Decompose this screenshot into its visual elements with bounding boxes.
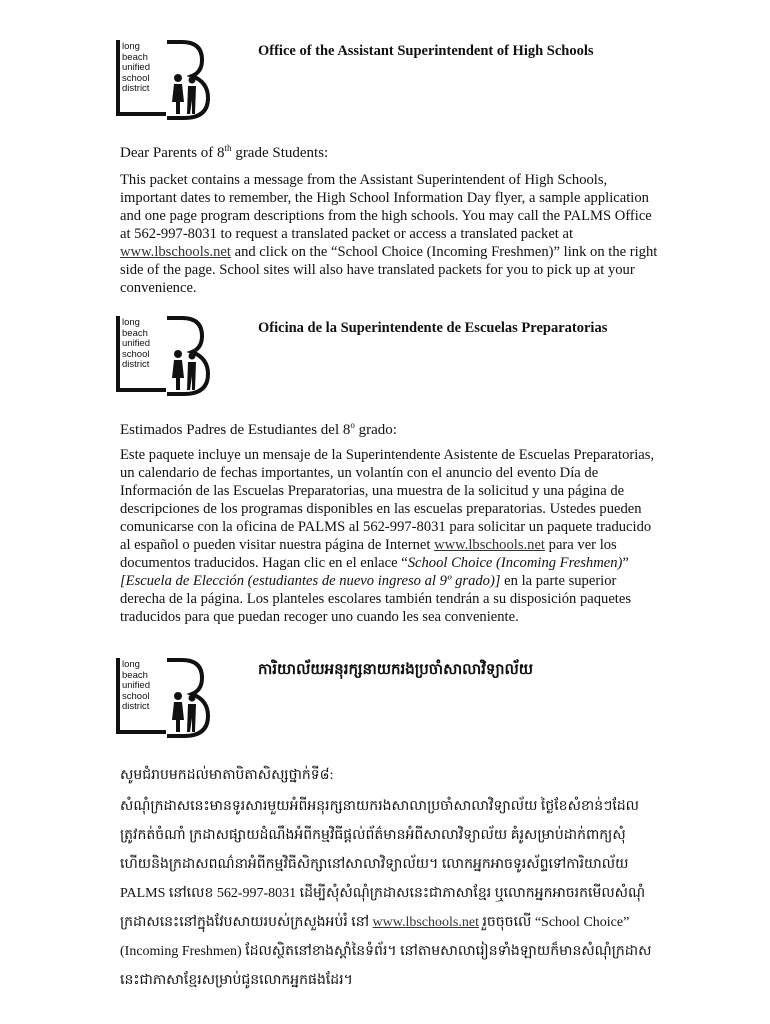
logo-text: long beach unified school district bbox=[122, 659, 150, 712]
lbschools-link[interactable]: www.lbschools.net bbox=[434, 537, 545, 553]
lbusd-logo bbox=[112, 40, 212, 120]
khmer-salutation: សូមជំរាបមកដល់មាតាបិតាសិស្សថ្នាក់ទី៨: bbox=[120, 768, 334, 783]
lbusd-logo bbox=[112, 658, 212, 738]
lbschools-link[interactable]: www.lbschools.net bbox=[372, 915, 479, 930]
khmer-body-paragraph: សំណុំក្រដាសនេះមានទូរសារមួយអំពីអនុរក្សនាយករងសាលាប្រចាំសាលាវិទ្យាល័យ ថ្ងៃខែសំខាន់ៗដែលត្រូវកត់ចំណាំ ក្រដាសផ្សាយដំណឹងអំពីកម្មវិធីផ្តល់ព័ត៌មានអំពីសាលាវិទ្យាល័យ គំរូសម្រាប់ដាក់ពាក្យសុំ ហើយនិងក្រដាសពណ៌នាអំពីកម្មវិធីសិក្សានៅសាលាវិទ្យាល័យ។ លោកអ្នកអាចទូរស័ព្ទទៅការិយាល័យ PALMS នៅលេខ 562-997-8031 ដើម្បីសុំសំណុំក្រដាសនេះជាភាសាខ្មែរ ឬលោកអ្នកអាចរកមើលសំណុំក្រដាសនេះនៅក្នុងវែបសាយរបស់ក្រសួងអប់រំ នៅ www.lbschools.net រួចចុចលើ “School Choice” (Incoming Freshmen) ដែលស្ថិតនៅខាងស្តាំនៃទំព័រ។ នៅតាមសាលារៀនទាំងឡាយក៏មានសំណុំក្រដាសនេះជាភាសាខ្មែរសម្រាប់ជូនលោកអ្នកផងដែរ។ bbox=[120, 799, 652, 988]
lbschools-link[interactable]: www.lbschools.net bbox=[120, 244, 231, 260]
lbusd-logo bbox=[112, 316, 212, 396]
spanish-body-paragraph: Este paquete incluye un mensaje de la Superintendente Asistente de Escuelas Preparatorias, un calendario de fechas importantes, un volantín con el anuncio del evento Día de Información de las Escuelas Preparatorias, una muestra de la solicitud y una página de descripciones de los programas disponibles en las escuelas preparatorias. Ustedes pueden comunicarse con la oficina de PALMS al 562-997-8031 para solicitar un paquete traducido al español o pueden visitar nuestra página de Internet www.lbschools.net para ver los documentos traducidos. Hagan clic en el enlace “School Choice (Incoming Freshmen)” [Escuela de Elección (estudiantes de nuevo ingreso al 9º grado)] en la parte superior derecha de la página. Los planteles escolares también tendrán a su disposición paquetes traducidos para que puedan recoger uno cuando les sea conveniente. bbox=[120, 447, 655, 625]
english-office-title: Office of the Assistant Superintendent of High Schools bbox=[258, 43, 594, 59]
khmer-office-title: ការិយាល័យអនុរក្សនាយករងប្រចាំសាលាវិទ្យាល័យ bbox=[258, 662, 534, 678]
spanish-salutation: Estimados Padres de Estudiantes del 8$^o$ grado: bbox=[120, 420, 397, 438]
spanish-office-title: Oficina de la Superintendente de Escuelas Preparatorias bbox=[258, 320, 608, 336]
english-body-paragraph: This packet contains a message from the Assistant Superintendent of High Schools, important dates to remember, the High School Information Day flyer, a sample application and one page program descriptions from the high schools. You may call the PALMS Office at 562-997-8031 to request a translated packet or access a translated packet at www.lbschools.net and click on the “School Choice (Incoming Freshmen)” link on the right side of the page. School sites will also have translated packets for you to pick up at your convenience. bbox=[120, 172, 658, 296]
logo-text: long beach unified school district bbox=[122, 41, 150, 94]
logo-text: long beach unified school district bbox=[122, 317, 150, 370]
english-salutation: Dear Parents of 8th grade Students: bbox=[120, 143, 329, 161]
